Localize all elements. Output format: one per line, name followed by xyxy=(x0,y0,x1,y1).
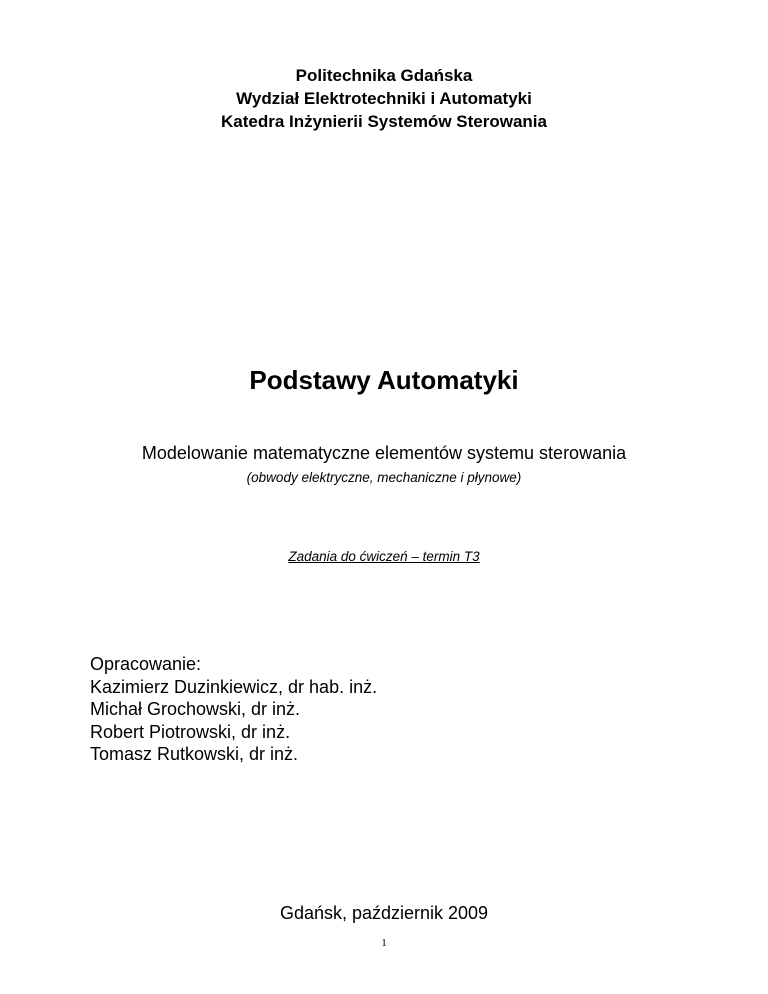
tasks-label-text: Zadania do ćwiczeń – termin T3 xyxy=(288,549,480,564)
authors-heading: Opracowanie: xyxy=(90,654,202,674)
document-subtitle: Modelowanie matematyczne elementów systemu sterowania xyxy=(141,443,627,463)
faculty-name: Wydział Elektrotechniki i Automatyki xyxy=(236,89,532,108)
department-name: Katedra Inżynierii Systemów Sterowania xyxy=(221,112,547,131)
page-number: 1 xyxy=(381,937,387,949)
authors-block xyxy=(90,653,590,766)
tasks-label xyxy=(0,548,768,566)
institution-header xyxy=(0,64,768,133)
author-item: Michał Grochowski, dr inż. xyxy=(90,699,301,719)
subtitle-note: (obwody elektryczne, mechaniczne i płynowe) xyxy=(246,470,522,485)
author-item: Tomasz Rutkowski, dr inż. xyxy=(90,744,299,764)
document-title: Podstawy Automatyki xyxy=(249,365,519,395)
place-date: Gdańsk, październik 2009 xyxy=(279,903,489,923)
author-item: Kazimierz Duzinkiewicz, dr hab. inż. xyxy=(90,676,378,697)
author-item: Robert Piotrowski, dr inż. xyxy=(90,721,291,742)
university-name: Politechnika Gdańska xyxy=(295,66,473,85)
